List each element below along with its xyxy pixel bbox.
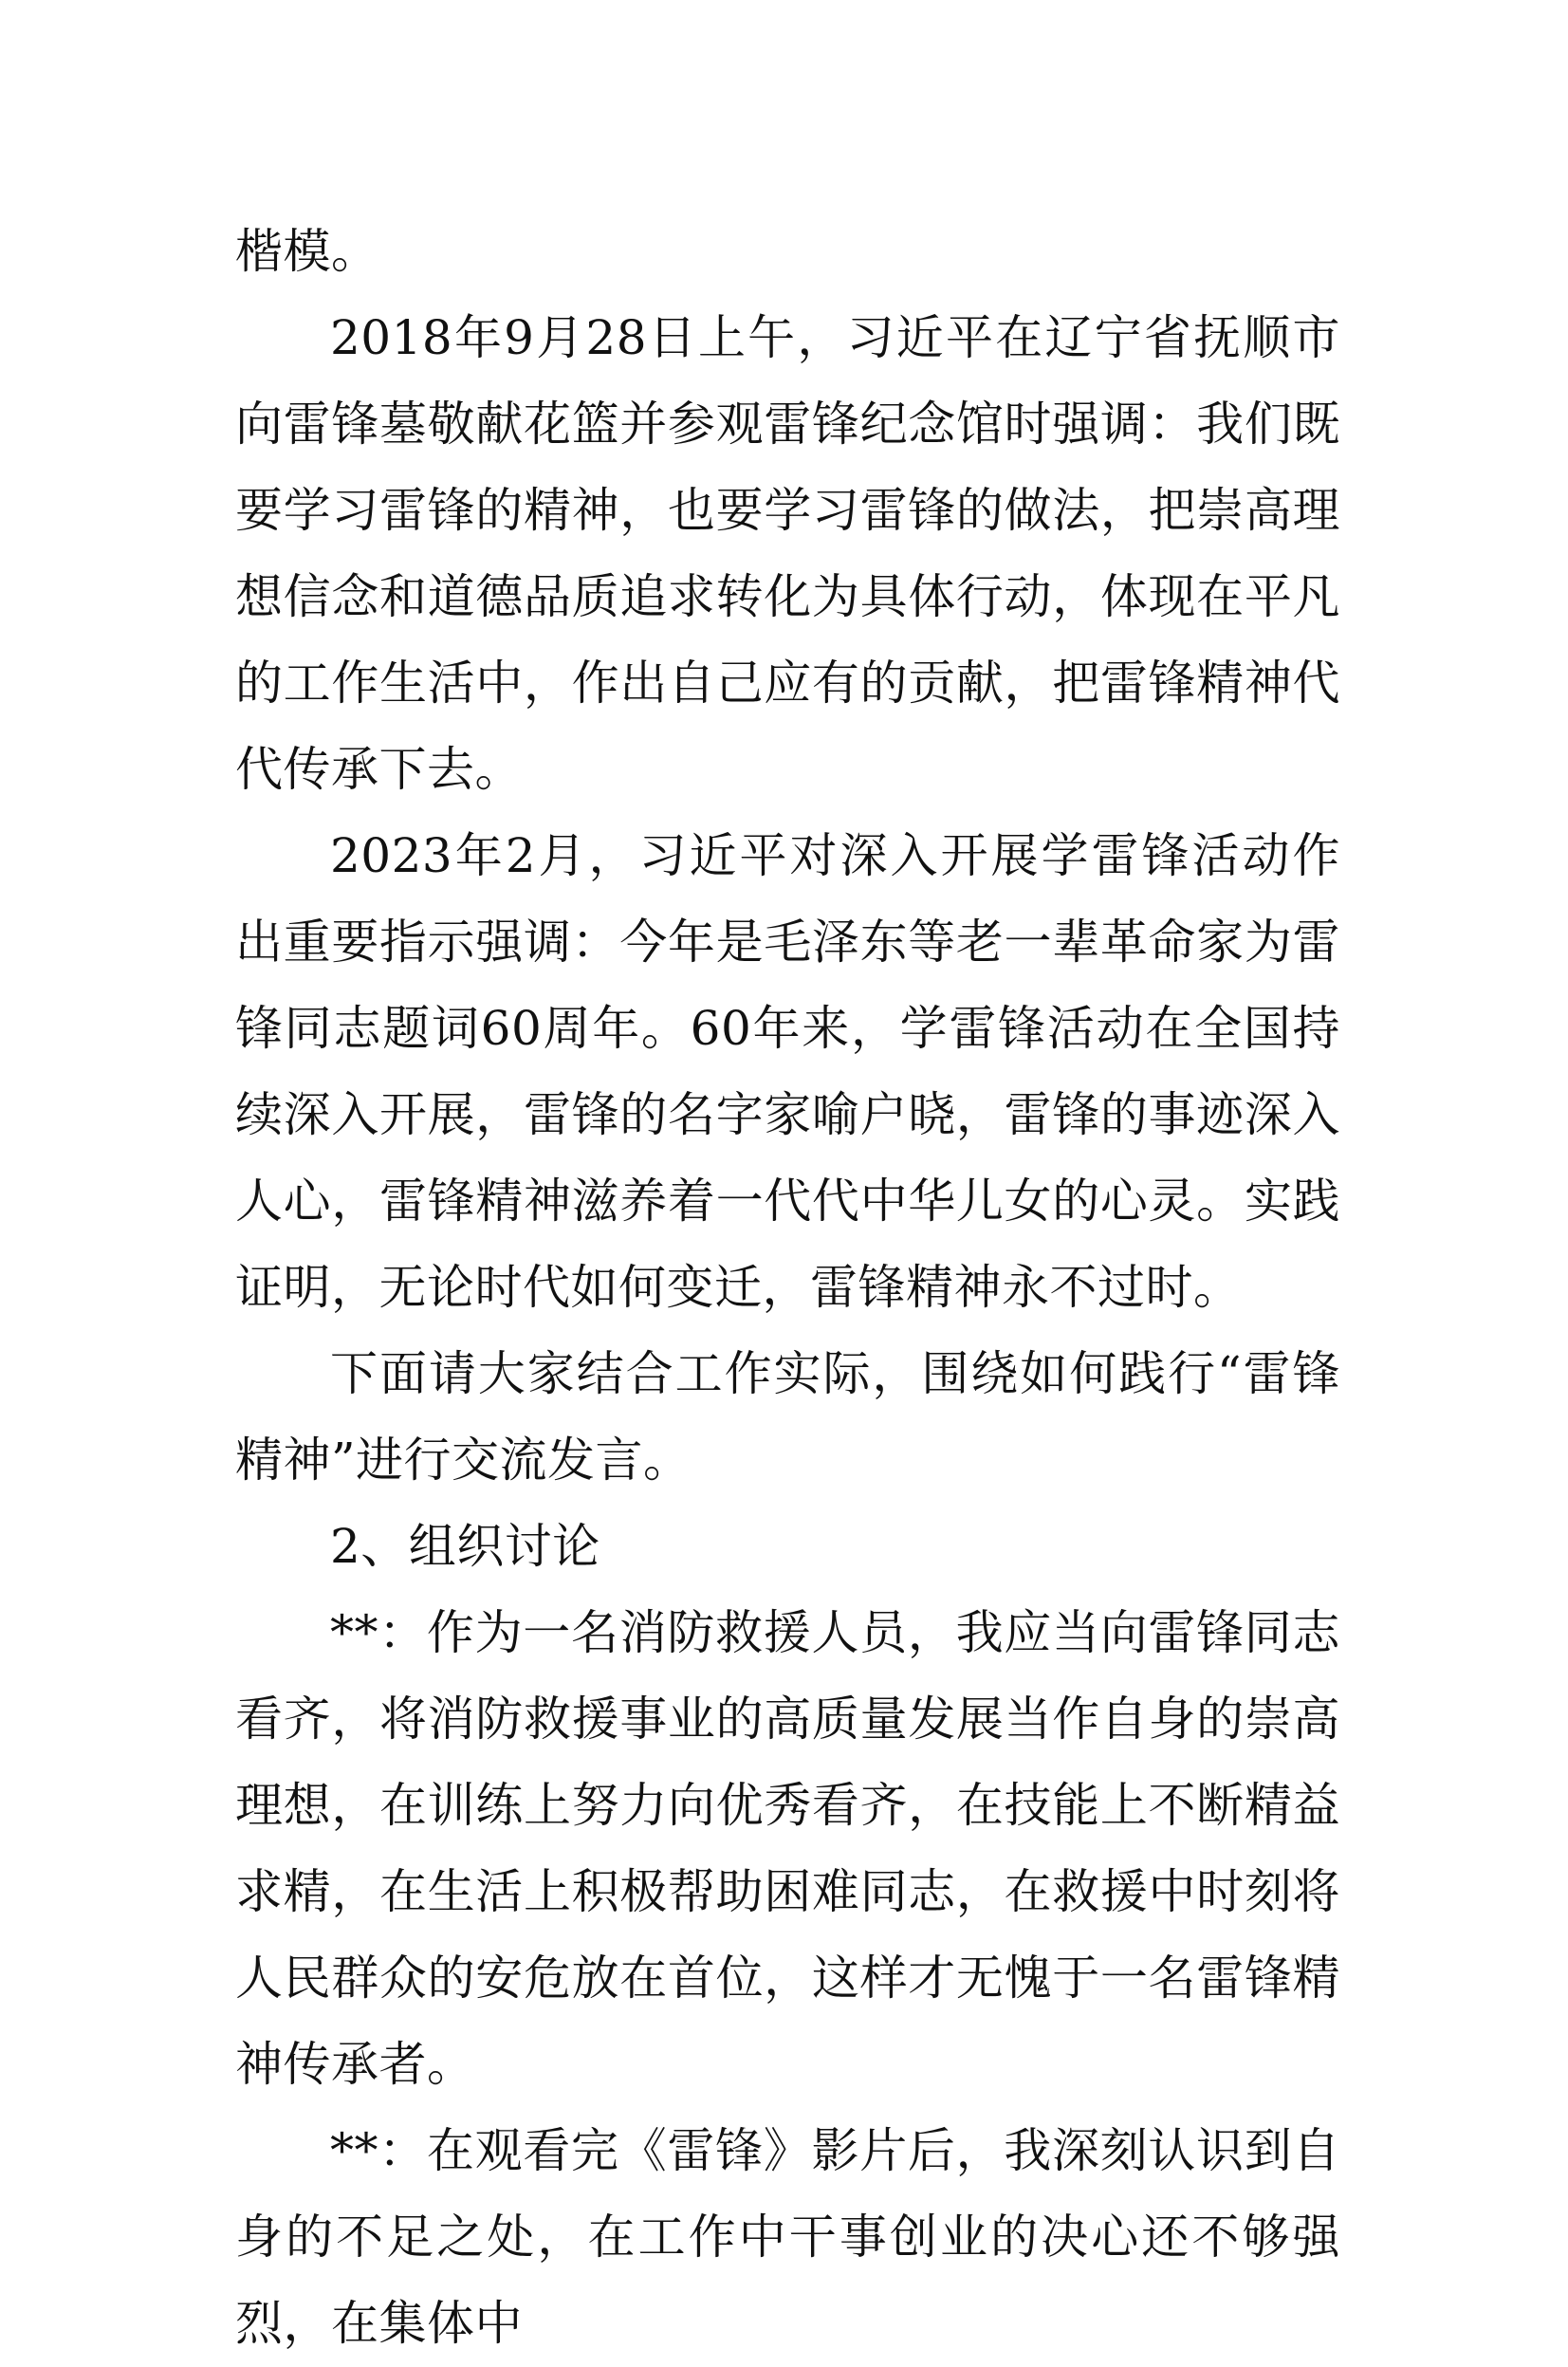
paragraph-speaker-2: **：在观看完《雷锋》影片后，我深刻认识到自身的不足之处，在工作中干事创业的决心还不够强烈，在集体中: [235, 2123, 1340, 2351]
paragraph-speaker-1: **：作为一名消防救援人员，我应当向雷锋同志看齐，将消防救援事业的高质量发展当作自身的崇高理想，在训练上努力向优秀看齐，在技能上不断精益求精，在生活上积极帮助困难同志，在救援中时刻将人民群众的安危放在首位，这样才无愧于一名雷锋精神传承者。: [235, 1605, 1340, 2092]
paragraph-2023-instruction: 2023年2月，习近平对深入开展学雷锋活动作出重要指示强调：今年是毛泽东等老一辈革命家为雷锋同志题词60周年。60年来，学雷锋活动在全国持续深入开展，雷锋的名字家喻户晓，雷锋的事迹深入人心，雷锋精神滋养着一代代中华儿女的心灵。实践证明，无论时代如何变迁，雷锋精神永不过时。: [235, 828, 1340, 1315]
section-heading-organize-discussion: 2、组织讨论: [330, 1519, 600, 1574]
paragraph-continuation: 楷模。: [235, 224, 379, 279]
paragraph-discussion-intro: 下面请大家结合工作实际，围绕如何践行“雷锋精神”进行交流发言。: [235, 1346, 1340, 1488]
document-body: [235, 209, 1340, 2367]
paragraph-2018-speech: 2018年9月28日上午，习近平在辽宁省抚顺市向雷锋墓敬献花篮并参观雷锋纪念馆时强调：我们既要学习雷锋的精神，也要学习雷锋的做法，把崇高理想信念和道德品质追求转化为具体行动，体现在平凡的工作生活中，作出自己应有的贡献，把雷锋精神代代传承下去。: [235, 310, 1340, 797]
